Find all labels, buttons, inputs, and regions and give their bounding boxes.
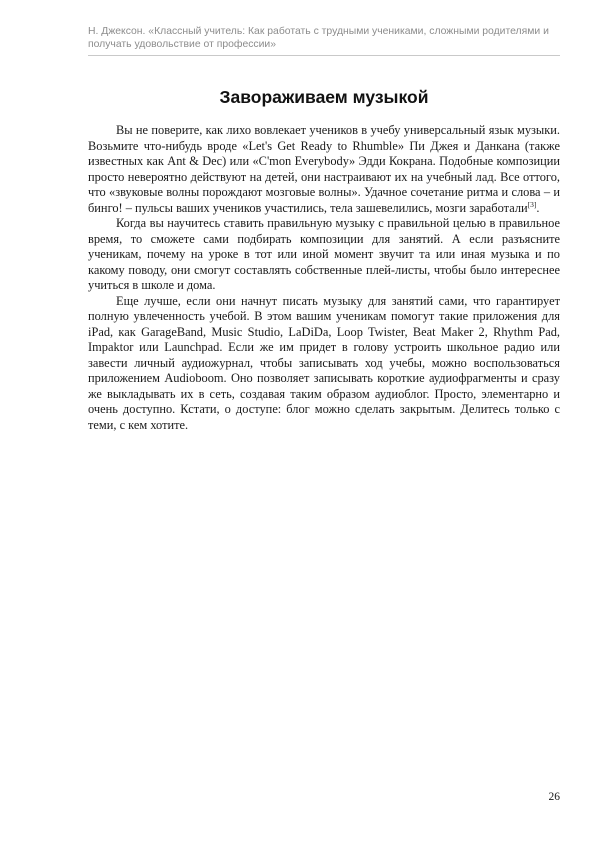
running-header: Н. Джексон. «Классный учитель: Как работать с трудными учениками, сложными родителями и получать удовольствие от профессии» [88, 26, 549, 50]
paragraph-tail: . [536, 200, 540, 215]
footnote-marker[interactable]: [3] [527, 199, 537, 209]
page-number: 26 [548, 791, 560, 803]
header-divider [88, 55, 560, 56]
paragraph: Когда вы научитесь ставить правильную музыку с правильной целью в правильное время, то сможете сами подбирать композиции для занятий. А если разъясните ученикам, почему на уроке в тот или иной момент звучит та или иная музыка и по какому поводу, они смогут составлять собственные плей-листы, чтобы было интереснее учиться в школе и дома. [88, 216, 560, 292]
body-text [88, 123, 560, 433]
paragraph: Еще лучше, если они начнут писать музыку для занятий сами, что гарантирует полную увлеченность учебой. В этом вашим ученикам помогут такие приложения для iPad, как GarageBand, Music Studio, LaDiDa, Loop Twister, Beat Maker 2, Rhythm Pad, Impaktor или Launchpad. Если же им придет в голову устроить школьное радио или завести личный аудиожурнал, чтобы записывать ход учебы, можно воспользоваться приложением Audioboom. Оно позволяет записывать короткие аудиофрагменты и сразу же выкладывать их в сеть, создавая таким образом аудиоблог. Просто, элементарно и очень доступно. Кстати, о доступе: блог можно сделать закрытым. Делитесь только с теми, с кем хотите. [88, 293, 560, 432]
section-title: Завораживаем музыкой [219, 87, 429, 107]
paragraph-text: Вы не поверите, как лихо вовлекает учеников в учебу универсальный язык музыки. Возьмите что-нибудь вроде «Let's Get Ready to Rhumble» Пи Джея и Данкана (также известных как Ant & Dec) или «C'mon Everybody» Эдди Кокрана. Подобные композиции просто невероятно действуют на детей, они настраивают их на учебный лад. Все оттого, что «звуковые волны порождают мозговые волны». Удачное сочетание ритма и слова – и бинго! – пульсы ваших учеников участились, тела зашевелились, мозги заработали [88, 123, 560, 215]
paragraph [88, 123, 560, 216]
